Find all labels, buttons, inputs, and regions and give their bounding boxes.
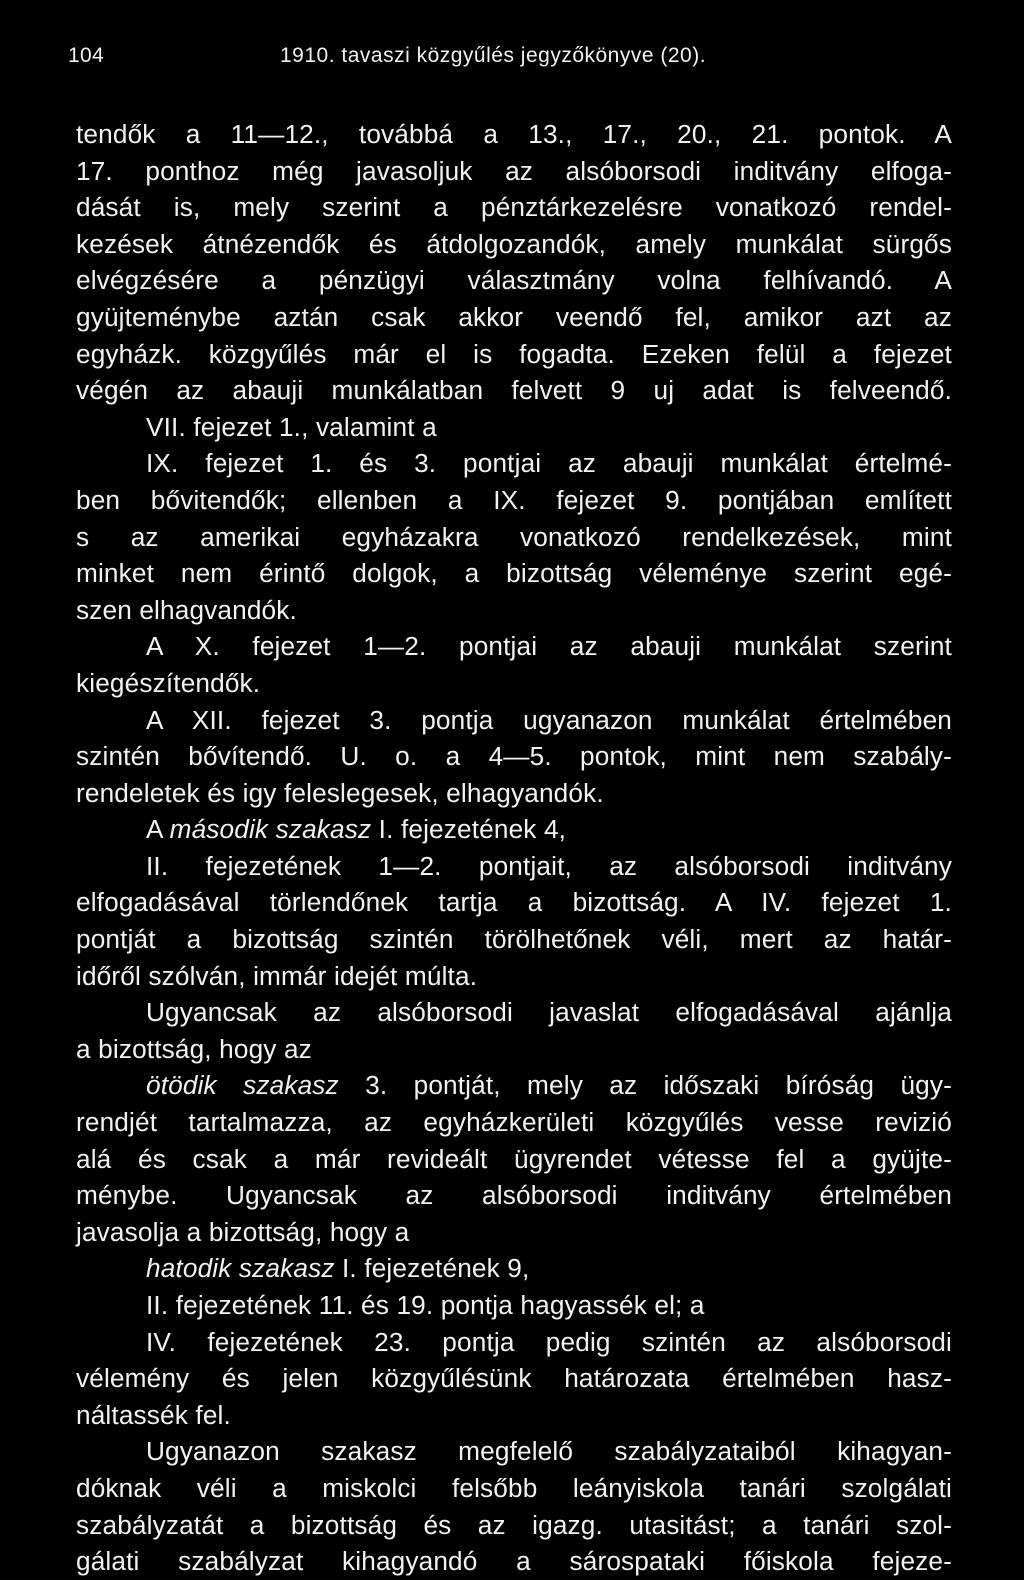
text-line: ménybe. Ugyancsak az alsóborsodi inditvány értelmében	[76, 1180, 952, 1211]
text-line: elvégzésére a pénzügyi választmány volna felhívandó. A	[76, 265, 952, 296]
text-line: rendeletek és igy feleslegesek, elhagyandók.	[76, 777, 604, 808]
text-line: II. fejezetének 1—2. pontjait, az alsóborsodi inditvány	[146, 850, 952, 881]
text-line: náltassék fel.	[76, 1399, 231, 1430]
text-line: ben bővitendők; ellenben a IX. fejezet 9. pontjában említett	[76, 484, 952, 515]
text-line: egyházk. közgyűlés már el is fogadta. Ezeken felül a fejezet	[76, 338, 952, 369]
text-line: szabályzatát a bizottság és az igazg. utasitást; a tanári szol-	[76, 1509, 952, 1540]
text-line: A második szakasz I. fejezetének 4,	[146, 814, 567, 845]
text-line: tendők a 11—12., továbbá a 13., 17., 20., 21. pontok. A	[76, 119, 952, 149]
page-header	[68, 44, 968, 76]
text-line: dását is, mely szerint a pénztárkezelésre vonatkozó rendel-	[76, 192, 952, 223]
text-line: s az amerikai egyházakra vonatkozó rendelkezések, mint	[76, 521, 952, 552]
italic-text: hatodik szakasz	[146, 1253, 335, 1284]
italic-text: ötödik szakasz	[146, 1070, 339, 1101]
text-line: dóknak véli a miskolci felsőbb leányiskola tanári szolgálati	[76, 1472, 952, 1503]
text-line: alá és csak a már revideált ügyrendet vétesse fel a gyüjte-	[76, 1143, 952, 1174]
text-line: gyüjteménybe aztán csak akkor veendő fel, amikor azt az	[76, 301, 952, 332]
text-line: gálati szabályzat kihagyandó a sárospataki főiskola fejeze-	[76, 1546, 952, 1577]
text-line: a bizottság, hogy az	[76, 1033, 312, 1064]
text-line: kezések átnézendők és átdolgozandók, amely munkálat sürgős	[76, 228, 952, 259]
text-line: 17. ponthoz még javasoljuk az alsóborsodi inditvány elfoga-	[76, 155, 952, 186]
text-line: kiegészítendők.	[76, 667, 261, 698]
text-line: II. fejezetének 11. és 19. pontja hagyassék el; a	[146, 1290, 705, 1320]
text-line: javasolja a bizottság, hogy a	[76, 1216, 410, 1247]
text-line: VII. fejezet 1., valamint a	[146, 411, 437, 442]
page-number: 104	[68, 44, 104, 67]
text-line: A XII. fejezet 3. pontja ugyanazon munkálat értelmében	[146, 704, 952, 735]
text-line: IV. fejezetének 23. pontja pedig szintén az alsóborsodi	[146, 1326, 952, 1357]
text-line: minket nem érintő dolgok, a bizottság véleménye szerint egé-	[76, 558, 952, 589]
text-line: pontját a bizottság szintén törölhetőnek véli, mert az határ-	[76, 924, 952, 955]
text-line: hatodik szakasz I. fejezetének 9,	[146, 1253, 530, 1284]
body-text	[76, 116, 952, 1580]
text-line: elfogadásával törlendőnek tartja a bizottság. A IV. fejezet 1.	[76, 887, 952, 918]
text-line: Ugyanazon szakasz megfelelő szabályzataiból kihagyan-	[146, 1436, 952, 1467]
text-line: végén az abauji munkálatban felvett 9 uj adat is felveendő.	[76, 375, 952, 406]
text-line: időről szólván, immár idejét múlta.	[76, 960, 478, 991]
text-line: Ugyancsak az alsóborsodi javaslat elfogadásával ajánlja	[146, 997, 952, 1028]
italic-text: második szakasz	[169, 814, 372, 845]
text-line: szen elhagvandók.	[76, 594, 297, 625]
text-line: szintén bővítendő. U. o. a 4—5. pontok, mint nem szabály-	[76, 741, 952, 772]
running-title: 1910. tavaszi közgyűlés jegyzőkönyve (20).	[280, 44, 707, 67]
text-line: ötödik szakasz 3. pontját, mely az időszaki bíróság ügy-	[146, 1070, 952, 1101]
text-line: A X. fejezet 1—2. pontjai az abauji munkálat szerint	[146, 631, 952, 662]
text-line: vélemény és jelen közgyűlésünk határozata értelmében hasz-	[76, 1363, 952, 1394]
text-line: rendjét tartalmazza, az egyházkerületi közgyűlés vesse revizió	[76, 1107, 952, 1138]
text-line: IX. fejezet 1. és 3. pontjai az abauji munkálat értelmé-	[146, 448, 952, 479]
